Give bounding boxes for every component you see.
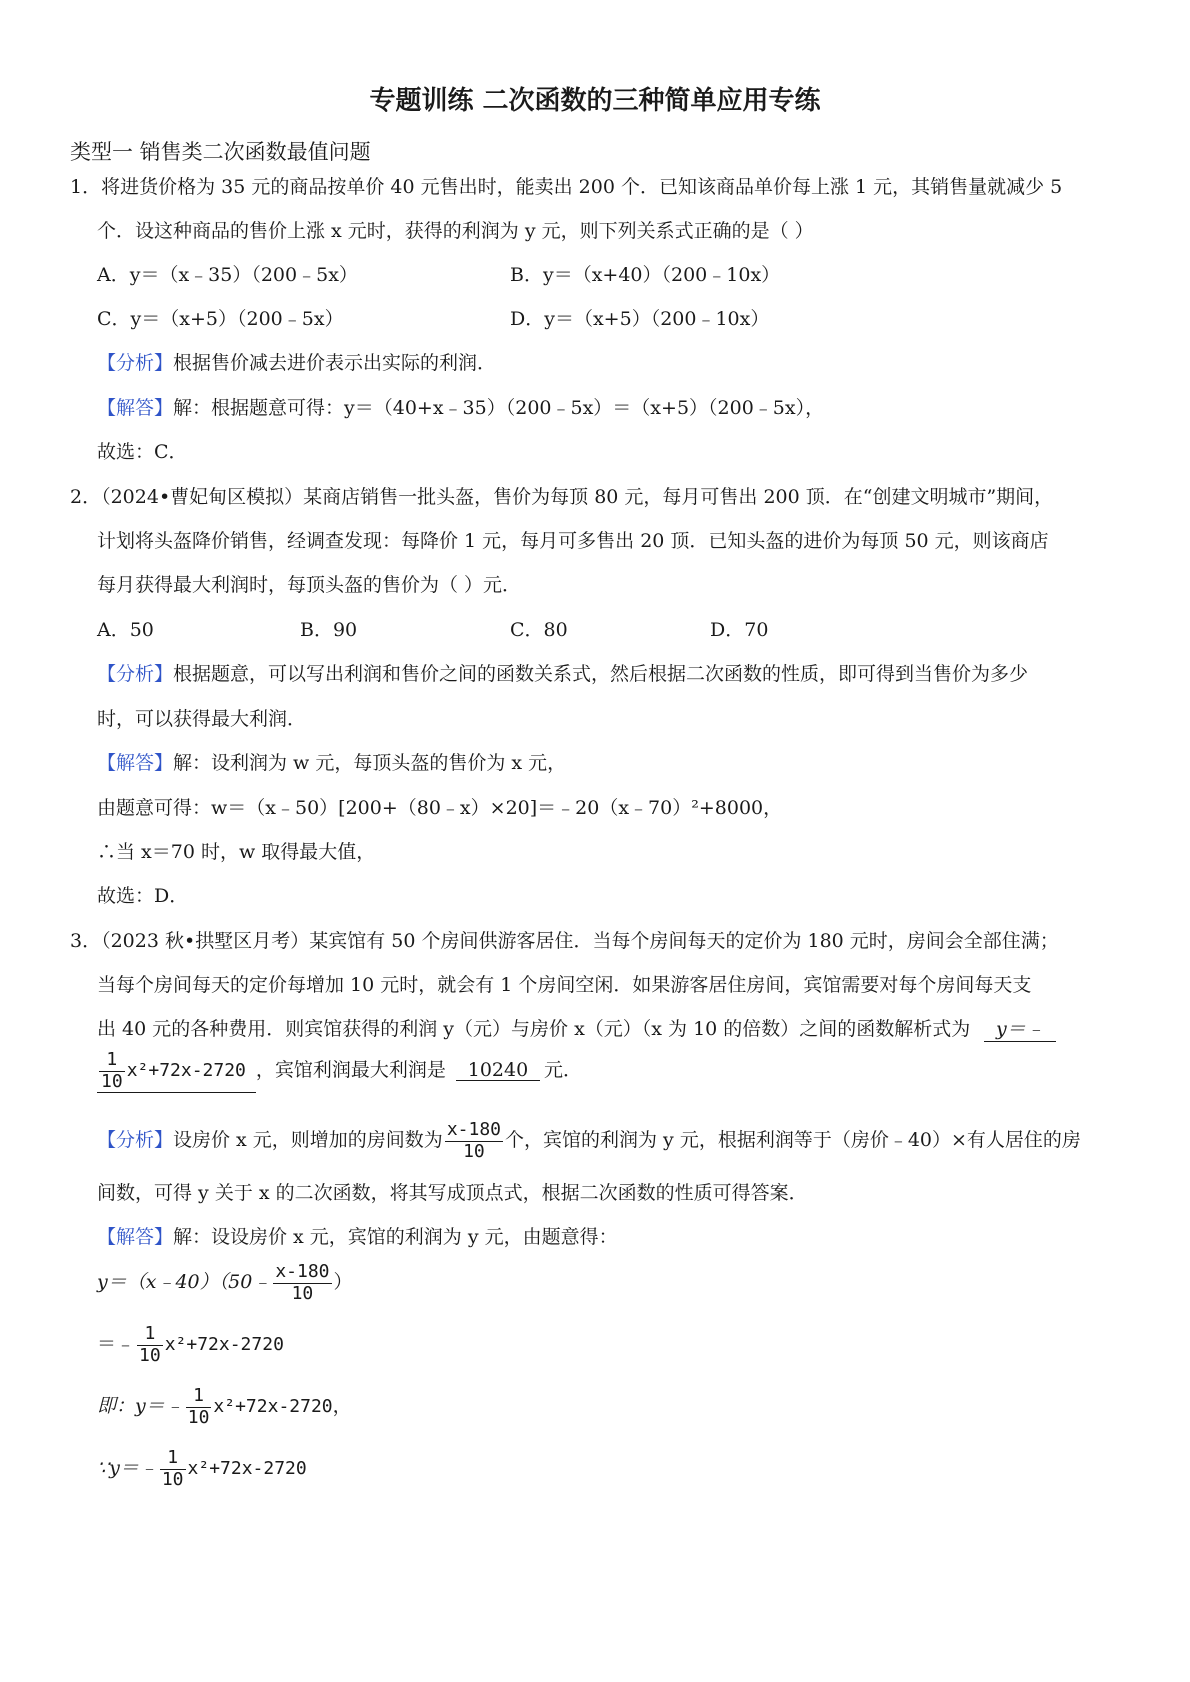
fraction: $\frac{1}{10}$: [187, 1385, 210, 1428]
q2-option-a: A．50: [97, 619, 154, 641]
q3-answer-text: 解：设设房价 x 元，宾馆的利润为 y 元，由题意得：: [173, 1226, 618, 1248]
q3-analysis-line-2: 间数，可得 y 关于 x 的二次函数，将其写成顶点式，根据二次函数的性质可得答案．: [97, 1182, 808, 1204]
answer-tag: 【解答】: [97, 752, 174, 774]
q3-analysis-line-1: 【分析】设房价 x 元，则增加的房间数为 $\frac{x-180}{10}$ 个，宾馆的利润为 y 元，根据利润等于（房价﹣40）×有人居住的房: [97, 1119, 1081, 1162]
q2-analysis-line-2: 时，可以获得最大利润．: [97, 708, 307, 730]
answer-tag: 【解答】: [97, 1226, 174, 1248]
fraction: $\frac{1}{10}$: [139, 1323, 161, 1366]
q2-stem-line-1: 2．（2024•曹妃甸区模拟）某商店销售一批头盔，售价为每顶 80 元，每月可售出 200 顶．在“创建文明城市”期间，: [70, 486, 1054, 508]
analysis-tag: 【分析】: [97, 352, 174, 374]
q2-option-b: B．90: [300, 619, 358, 641]
q2-option-c: C．80: [510, 619, 568, 641]
q1-option-a: A．y＝（x﹣35）（200﹣5x）: [97, 264, 358, 286]
q1-answer-text: 解：根据题意可得：y＝（40+x﹣35）（200﹣5x）＝（x+5）（200﹣5x），: [173, 397, 825, 419]
q3-stem-line-3: [97, 1018, 1056, 1042]
q1-option-c: C．y＝（x+5）（200﹣5x）: [97, 308, 344, 330]
fraction: $\frac{1}{10}$: [101, 1049, 123, 1092]
q3-equation-2: ＝﹣ $\frac{1}{10}$ x²+72x-2720: [97, 1323, 284, 1366]
q2-analysis-line-1: [97, 663, 1028, 686]
q3-stem-line-4: [97, 1050, 582, 1093]
analysis-tag: 【分析】: [97, 1129, 174, 1152]
q3-answer-line-1: [97, 1226, 618, 1249]
q2-answer-line-3: ∴当 x＝70 时，w 取得最大值，: [97, 841, 376, 863]
q1-answer: [97, 397, 824, 420]
q2-option-d: D．70: [710, 619, 769, 641]
q2-choice: 故选：D．: [97, 885, 189, 907]
section-heading: 类型一 销售类二次函数最值问题: [70, 140, 371, 164]
answer-tag: 【解答】: [97, 397, 174, 419]
q2-answer-line-2: 由题意可得：w＝（x﹣50）[200+（80﹣x）×20]＝﹣20（x﹣70）²+8000，: [97, 797, 783, 819]
q3-stem-end: 元．: [543, 1059, 582, 1082]
fraction: $\frac{1}{10}$: [161, 1447, 184, 1490]
q3-stem-text: 出 40 元的各种费用．则宾馆获得的利润 y（元）与房价 x（元）（x 为 10 的倍数）之间的函数解析式为: [97, 1018, 971, 1040]
q3-stem-line-1: 3．（2023 秋•拱墅区月考）某宾馆有 50 个房间供游客居住．当每个房间每天的定价为 180 元时，房间会全部住满；: [70, 930, 1059, 952]
q1-option-b: B．y＝（x+40）（200﹣10x）: [510, 264, 781, 286]
q2-stem-line-3: 每月获得最大利润时，每顶头盔的售价为（ ）元．: [97, 574, 522, 596]
q1-analysis-text: 根据售价减去进价表示出实际的利润．: [173, 352, 497, 374]
q3-equation-1: y＝（x﹣40）（50﹣ $\frac{x-180}{10}$ ）: [97, 1261, 353, 1304]
analysis-tag: 【分析】: [97, 663, 174, 685]
q3-stem-line-2: 当每个房间每天的定价每增加 10 元时，就会有 1 个房间空闲．如果游客居住房间，宾馆需要对每个房间每天支: [97, 974, 1032, 996]
q2-answer-text: 解：设利润为 w 元，每顶头盔的售价为 x 元，: [173, 752, 567, 774]
q1-stem-line-2: 个．设这种商品的售价上涨 x 元时，获得的利润为 y 元，则下列关系式正确的是（ ）: [97, 220, 814, 242]
q1-choice: 故选：C．: [97, 441, 188, 463]
q1-option-d: D．y＝（x+5）（200﹣10x）: [510, 308, 770, 330]
fraction: $\frac{x-180}{10}$: [275, 1261, 330, 1304]
q2-answer-line-1: [97, 752, 566, 775]
answer-blank-1: $\frac{1}{10}$ x²+72x-2720: [97, 1050, 256, 1093]
q3-equation-3: 即：y＝﹣ $\frac{1}{10}$ x²+72x-2720，: [97, 1385, 352, 1428]
answer-blank-1-head: y＝﹣: [984, 1018, 1056, 1042]
fraction: $\frac{x-180}{10}$: [446, 1119, 501, 1162]
q1-stem-line-1: 1．将进货价格为 35 元的商品按单价 40 元售出时，能卖出 200 个．已知该商品单价每上涨 1 元，其销售量就减少 5: [70, 176, 1063, 198]
q2-stem-line-2: 计划将头盔降价销售，经调查发现：每降价 1 元，每月可多售出 20 顶．已知头盔的进价为每顶 50 元，则该商店: [97, 530, 1049, 552]
q3-stem-mid: ，宾馆利润最大利润是: [255, 1059, 446, 1082]
q2-analysis-text: 根据题意，可以写出利润和售价之间的函数关系式，然后根据二次函数的性质，即可得到当售价为多少: [173, 663, 1029, 685]
page-title: 专题训练 二次函数的三种简单应用专练: [369, 86, 821, 116]
q1-analysis: [97, 352, 496, 375]
q3-equation-4: ∵y＝﹣ $\frac{1}{10}$ x²+72x-2720: [97, 1447, 307, 1490]
answer-blank-2: 10240: [456, 1061, 540, 1081]
